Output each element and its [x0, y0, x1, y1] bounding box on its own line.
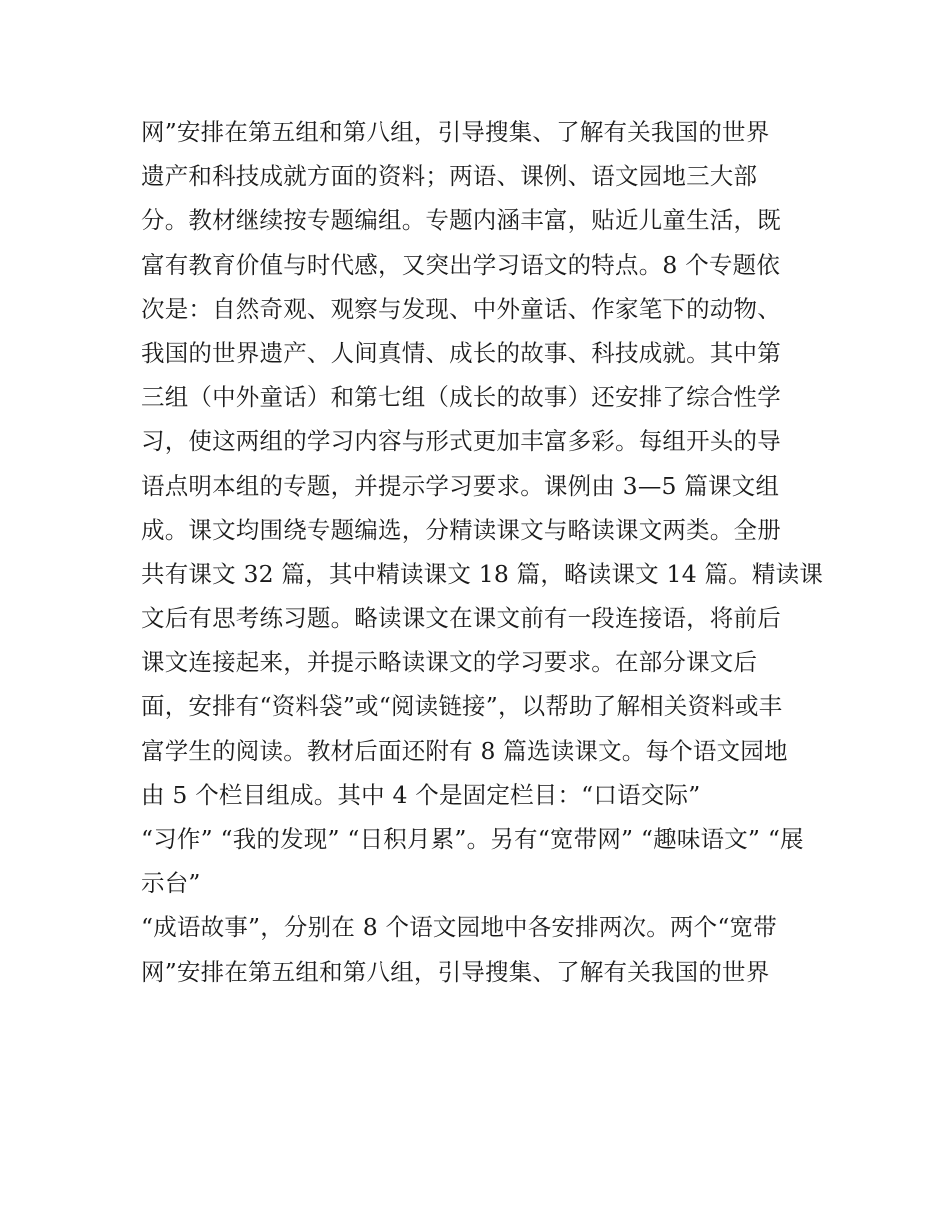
body-text — [141, 110, 831, 994]
text-line: 分。教材继续按专题编组。专题内涵丰富，贴近儿童生活，既 — [141, 206, 781, 235]
text-line: 富有教育价值与时代感，又突出学习语文的特点。8 个专题依 — [141, 250, 781, 279]
text-line: 习，使这两组的学习内容与形式更加丰富多彩。每组开头的导 — [141, 427, 781, 456]
text-line: 示台” — [141, 869, 201, 898]
text-line: 次是：自然奇观、观察与发现、中外童话、作家笔下的动物、 — [141, 294, 781, 323]
text-line: 网”安排在第五组和第八组，引导搜集、了解有关我国的世界 — [141, 957, 770, 986]
text-line: 共有课文 32 篇，其中精读课文 18 篇，略读课文 14 篇。精读课 — [141, 559, 824, 588]
text-line: 成。课文均围绕专题编选，分精读课文与略读课文两类。全册 — [141, 515, 781, 544]
text-line: 遗产和科技成就方面的资料；两语、课例、语文园地三大部 — [141, 162, 758, 191]
text-line: 三组（中外童话）和第七组（成长的故事）还安排了综合性学 — [141, 383, 781, 412]
text-line: 课文连接起来，并提示略读课文的学习要求。在部分课文后 — [141, 648, 758, 677]
text-line: “习作” “我的发现” “日积月累”。另有“宽带网” “趣味语文” “展 — [141, 825, 804, 853]
text-line: 文后有思考练习题。略读课文在课文前有一段连接语，将前后 — [141, 604, 781, 633]
text-line: 网”安排在第五组和第八组，引导搜集、了解有关我国的世界 — [141, 118, 770, 146]
text-line: “成语故事”，分别在 8 个语文园地中各安排两次。两个“宽带 — [141, 913, 777, 942]
text-line: 由 5 个栏目组成。其中 4 个是固定栏目：“口语交际” — [141, 780, 701, 809]
text-line: 面，安排有“资料袋”或“阅读链接”，以帮助了解相关资料或丰 — [141, 692, 783, 721]
text-line: 我国的世界遗产、人间真情、成长的故事、科技成就。其中第 — [141, 338, 781, 367]
text-line: 富学生的阅读。教材后面还附有 8 篇选读课文。每个语文园地 — [141, 736, 788, 765]
text-line: 语点明本组的专题，并提示学习要求。课例由 3—5 篇课文组 — [141, 471, 780, 500]
